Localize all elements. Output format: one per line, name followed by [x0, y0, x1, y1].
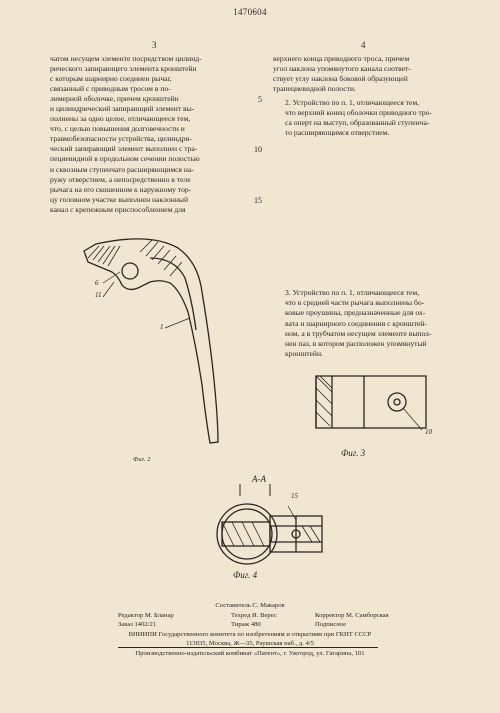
patent-number: 1470604 — [233, 7, 267, 17]
fig2-label-1: 1 — [160, 323, 164, 331]
text-line: связанный с приводным тросом в по- — [50, 84, 171, 94]
text-line: что верхний конец оболочки приводного тро- — [285, 108, 432, 118]
fig3-label-10: 10 — [425, 428, 432, 436]
footer-divider — [118, 647, 378, 648]
text-line: травмобезопасности устройства, цилиндри- — [50, 134, 192, 144]
text-line: ческий запирающий элемент выполнен с тра- — [50, 144, 198, 154]
footer-editor: Редактор М. Бланар — [118, 612, 174, 619]
footer-publisher: Производственно-издательский комбинат «Патент», г. Ужгород, ул. Гагарина, 101 — [135, 650, 365, 657]
text-line: рычага на его скошенном к наружному тор- — [50, 184, 192, 194]
footer-compiler: Составитель С. Макаров — [215, 602, 285, 609]
text-line: пециевидной в продольном сечении полостью — [50, 154, 200, 164]
text-line: вата и шарнирного соединения с кронштей- — [285, 318, 427, 328]
footer-order: Заказ 1402/21 — [118, 621, 157, 628]
text-line: нен паз, в котором расположен упомянутый — [285, 338, 427, 348]
line-number-10: 10 — [254, 145, 262, 154]
text-line: ном, а в трубчатом несущем элементе выпол- — [285, 328, 432, 338]
text-line: угол наклона упомянутого канала соответ- — [273, 64, 411, 74]
text-line: полнены за одно целое, отличающееся тем, — [50, 114, 191, 124]
fig2-label-6: 6 — [95, 279, 99, 287]
text-line: 2. Устройство по п. 1, отличающееся тем, — [285, 98, 420, 108]
text-line: 3. Устройство по п. 1, отличающееся тем, — [285, 288, 420, 298]
figure-4-section-label: А-А — [252, 474, 266, 484]
text-line: лимерной оболочке, причем кронштейн — [50, 94, 179, 104]
text-line: и сквозным ступенчато расширяющимся на- — [50, 164, 194, 174]
text-line: ствует углу наклона боковой образующей — [273, 74, 408, 84]
fig2-label-11: 11 — [95, 291, 102, 299]
column-number-left: 3 — [152, 40, 157, 50]
text-line: то расширяющимся отверстием. — [285, 128, 390, 138]
text-line: что в средней части рычага выполнены бо- — [285, 298, 425, 308]
text-line: трапециевидной полости. — [273, 84, 356, 94]
text-line: верхнего конца приводного троса, причем — [273, 54, 410, 63]
figure-4-caption: Фиг. 4 — [233, 570, 258, 580]
figure-2-caption: Фиг. 2 — [133, 456, 151, 463]
text-line: что, с целью повышения долговечности и — [50, 124, 185, 134]
text-line: ружу отверстием, а непосредственно в теле — [50, 174, 191, 184]
text-line: ковые проушины, предназначенные для ох- — [285, 308, 426, 318]
text-line: са оперт на выступ, образованный ступенча- — [285, 118, 430, 128]
text-line: с которым шарнирно соединен рычаг, — [50, 74, 172, 84]
footer-techred: Техред И. Верес — [231, 612, 277, 619]
column-number-right: 4 — [361, 40, 366, 50]
text-line: чатом несущем элементе посредством цилинд- — [50, 54, 202, 63]
text-line: кронштейн. — [285, 348, 323, 358]
footer-vniipi: ВНИИПИ Государственного комитета по изобретениям и открытиям при ГКНТ СССР — [128, 631, 372, 638]
footer-circulation: Тираж 480 — [231, 621, 261, 628]
footer-subscription: Подписное — [315, 621, 347, 628]
text-line: рического запирающего элемента кронштейн — [50, 64, 197, 74]
text-line: и цилиндрический запирающий элемент вы- — [50, 104, 195, 114]
footer-corrector: Корректор М. Самборская — [315, 612, 389, 619]
line-number-15: 15 — [254, 196, 262, 205]
text-line: цу головном участке выполнен наклонный — [50, 194, 189, 204]
fig4-label-15: 15 — [291, 492, 298, 500]
figure-3-caption: Фиг. 3 — [341, 448, 366, 458]
text-line: канал с крепежным приспособлением для — [50, 204, 186, 214]
line-number-5: 5 — [258, 95, 262, 104]
footer-address: 113035, Москва, Ж—35, Раушская наб., д. 4/5 — [186, 640, 314, 647]
